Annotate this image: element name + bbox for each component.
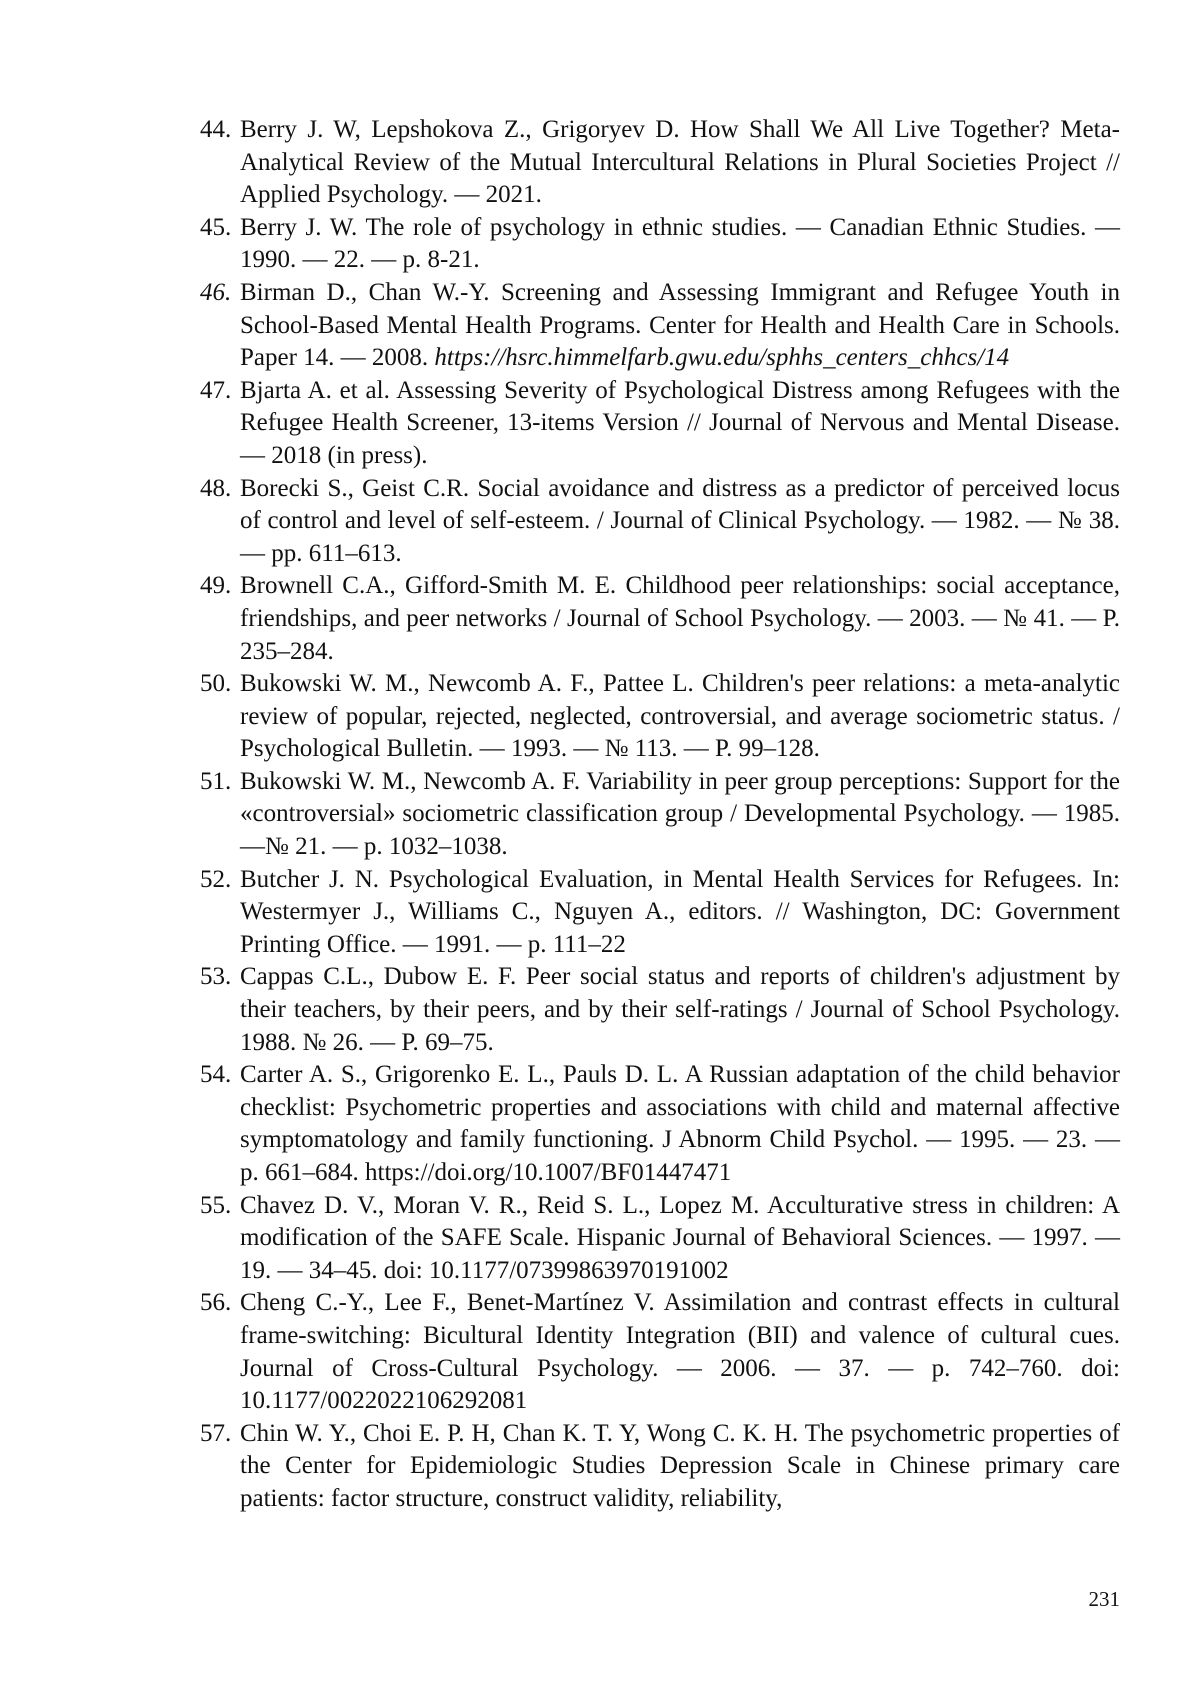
reference-item — [200, 766, 1120, 864]
reference-url: https://hsrc.himmelfarb.gwu.edu/sphhs_centers_chhcs/14 — [434, 344, 1010, 372]
reference-number: 52. — [200, 865, 232, 893]
reference-number: 48. — [200, 474, 232, 502]
reference-number: 54. — [200, 1061, 232, 1089]
reference-list — [200, 114, 1120, 1516]
reference-number: 47. — [200, 376, 232, 404]
reference-text: Carter A. S., Grigorenko E. L., Pauls D. L. A Russian adaptation of the child behavior checklist: Psychometric properties and associations with child and maternal affective symptomatology and family functioning. J Abnorm Child Psychol. — 1995. — 23. — p. 661–684. https://doi.org/10.1007/BF01447471 — [240, 1061, 1120, 1186]
reference-item — [200, 114, 1120, 212]
reference-text: Brownell C.A., Gifford-Smith M. E. Childhood peer relationships: social acceptance, friendships, and peer networks / Journal of School Psychology. — 2003. — № 41. — P. 235–284. — [240, 572, 1120, 665]
reference-item — [200, 277, 1120, 375]
reference-text: Berry J. W, Lepshokova Z., Grigoryev D. How Shall We All Live Together? Meta-Analytical Review of the Mutual Intercultural Relations in Plural Societies Project // Applied Psychology. — 2021. — [240, 116, 1120, 209]
reference-number: 55. — [200, 1191, 232, 1219]
reference-text: Chavez D. V., Moran V. R., Reid S. L., Lopez M. Acculturative stress in children: A modification of the SAFE Scale. Hispanic Journal of Behavioral Sciences. — 1997. — 19. — 34–45. doi: 10.1177/07399863970191002 — [240, 1191, 1120, 1284]
reference-number: 57. — [200, 1419, 232, 1447]
reference-text: Birman D., Chan W.-Y. Screening and Assessing Immigrant and Refugee Youth in School-Based Mental Health Programs. Center for Health and Health Care in Schools. Paper 14. — 2008. — [240, 278, 1120, 372]
reference-item — [200, 668, 1120, 766]
reference-item — [200, 1059, 1120, 1189]
reference-number: 53. — [200, 963, 232, 991]
reference-text: Bukowski W. M., Newcomb A. F., Pattee L. Children's peer relations: a meta-analytic review of popular, rejected, neglected, controversial, and average sociometric status. / Psychological Bulletin. — 1993. — № 113. — P. 99–128. — [240, 670, 1120, 763]
reference-number: 44. — [200, 116, 232, 143]
reference-text: Bjarta A. et al. Assessing Severity of Psychological Distress among Refugees with the Refugee Health Screener, 13-items Version // Journal of Nervous and Mental Disease. — 2018 (in press). — [240, 376, 1120, 469]
reference-item — [200, 864, 1120, 962]
reference-text: Borecki S., Geist C.R. Social avoidance and distress as a predictor of perceived locus of control and level of self-esteem. / Journal of Clinical Psychology. — 1982. — № 38. — pp. 611–613. — [240, 474, 1120, 567]
reference-item — [200, 1418, 1120, 1516]
reference-item — [200, 375, 1120, 473]
reference-text: Chin W. Y., Choi E. P. H, Chan K. T. Y, Wong C. K. H. The psychometric properties of the Center for Epidemiologic Studies Depression Scale in Chinese primary care patients: factor structure, construct validity, reliability, — [240, 1419, 1120, 1512]
reference-item — [200, 473, 1120, 571]
reference-item — [200, 570, 1120, 668]
reference-item — [200, 1190, 1120, 1288]
reference-number: 46. — [200, 278, 232, 306]
reference-item — [200, 961, 1120, 1059]
reference-number: 51. — [200, 767, 232, 795]
reference-text: Bukowski W. M., Newcomb A. F. Variability in peer group perceptions: Support for the «controversial» sociometric classification group / Developmental Psychology. — 1985. —№ 21. — p. 1032–1038. — [240, 767, 1120, 861]
reference-number: 45. — [200, 213, 232, 241]
reference-text: Cappas C.L., Dubow E. F. Peer social status and reports of children's adjustment by their teachers, by their peers, and by their self-ratings / Journal of School Psychology. 1988. № 26. — P. 69–75. — [240, 963, 1120, 1056]
reference-number: 56. — [200, 1289, 232, 1317]
reference-number: 49. — [200, 572, 232, 600]
reference-text: Berry J. W. The role of psychology in ethnic studies. — Canadian Ethnic Studies. — 1990. — 22. — p. 8-21. — [240, 213, 1120, 274]
reference-text: Cheng C.-Y., Lee F., Benet-Martínez V. Assimilation and contrast effects in cultural frame-switching: Bicultural Identity Integration (BII) and valence of cultural cues. Journal of Cross-Cultural Psychology. — 2006. — 37. — p. 742–760. doi: 10.1177/0022022106292081 — [240, 1289, 1120, 1415]
reference-text: Butcher J. N. Psychological Evaluation, in Mental Health Services for Refugees. In: Westermyer J., Williams C., Nguyen A., editors. // Washington, DC: Government Printing Office. — 1991. — p. 111–22 — [240, 865, 1120, 958]
reference-item — [200, 1287, 1120, 1417]
page-number: 231 — [1088, 1587, 1120, 1611]
reference-item — [200, 212, 1120, 277]
reference-number: 50. — [200, 670, 232, 698]
